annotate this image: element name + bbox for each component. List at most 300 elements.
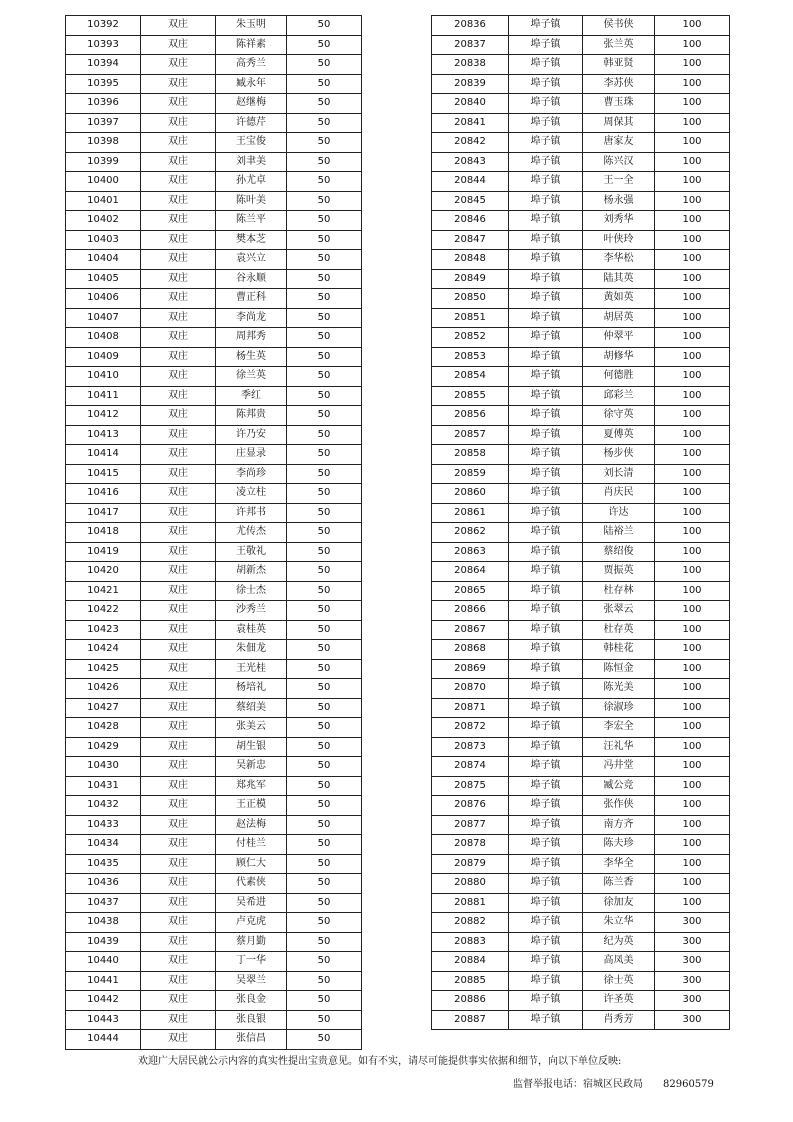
cell-id: 10399 xyxy=(66,152,141,172)
cell-name: 丁一华 xyxy=(216,952,287,972)
cell-name: 徐守英 xyxy=(583,406,655,426)
cell-amount: 50 xyxy=(287,269,362,289)
table-row xyxy=(432,659,730,679)
cell-id: 10418 xyxy=(66,523,141,543)
cell-town: 双庄 xyxy=(141,269,216,289)
cell-id: 10411 xyxy=(66,386,141,406)
cell-id: 10423 xyxy=(66,620,141,640)
cell-amount: 100 xyxy=(655,523,730,543)
cell-name: 赵继梅 xyxy=(216,94,287,114)
cell-town: 埠子镇 xyxy=(509,172,583,192)
cell-id: 10394 xyxy=(66,55,141,75)
cell-town: 双庄 xyxy=(141,640,216,660)
table-row xyxy=(66,16,362,36)
cell-name: 季红 xyxy=(216,386,287,406)
table-row xyxy=(66,523,362,543)
cell-name: 陈兰平 xyxy=(216,211,287,231)
cell-amount: 50 xyxy=(287,542,362,562)
cell-id: 10427 xyxy=(66,698,141,718)
cell-name: 徐兰英 xyxy=(216,367,287,387)
cell-town: 双庄 xyxy=(141,1010,216,1030)
cell-amount: 100 xyxy=(655,679,730,699)
cell-id: 10393 xyxy=(66,35,141,55)
cell-name: 张良金 xyxy=(216,991,287,1011)
cell-name: 陈叶美 xyxy=(216,191,287,211)
cell-amount: 100 xyxy=(655,35,730,55)
cell-town: 双庄 xyxy=(141,913,216,933)
table-row xyxy=(432,445,730,465)
cell-id: 20852 xyxy=(432,328,509,348)
cell-name: 陈夫珍 xyxy=(583,835,655,855)
cell-id: 20876 xyxy=(432,796,509,816)
cell-amount: 100 xyxy=(655,308,730,328)
cell-id: 10441 xyxy=(66,971,141,991)
table-row xyxy=(66,835,362,855)
table-row xyxy=(432,854,730,874)
cell-amount: 100 xyxy=(655,406,730,426)
cell-amount: 50 xyxy=(287,503,362,523)
cell-town: 埠子镇 xyxy=(509,269,583,289)
cell-name: 陈恒金 xyxy=(583,659,655,679)
cell-town: 双庄 xyxy=(141,757,216,777)
cell-id: 20857 xyxy=(432,425,509,445)
cell-id: 20883 xyxy=(432,932,509,952)
cell-name: 尤传杰 xyxy=(216,523,287,543)
table-row xyxy=(66,211,362,231)
cell-amount: 50 xyxy=(287,932,362,952)
cell-id: 20855 xyxy=(432,386,509,406)
cell-id: 20884 xyxy=(432,952,509,972)
cell-name: 王宝俊 xyxy=(216,133,287,153)
cell-town: 双庄 xyxy=(141,854,216,874)
cell-name: 许邦书 xyxy=(216,503,287,523)
cell-name: 吴新忠 xyxy=(216,757,287,777)
cell-id: 20842 xyxy=(432,133,509,153)
cell-id: 20845 xyxy=(432,191,509,211)
cell-town: 双庄 xyxy=(141,464,216,484)
cell-name: 曹玉珠 xyxy=(583,94,655,114)
cell-town: 埠子镇 xyxy=(509,854,583,874)
table-row xyxy=(66,698,362,718)
table-row xyxy=(432,230,730,250)
cell-id: 20879 xyxy=(432,854,509,874)
cell-amount: 100 xyxy=(655,874,730,894)
table-row xyxy=(432,425,730,445)
cell-amount: 50 xyxy=(287,152,362,172)
cell-id: 20860 xyxy=(432,484,509,504)
cell-id: 20862 xyxy=(432,523,509,543)
cell-id: 10396 xyxy=(66,94,141,114)
cell-name: 仲翠平 xyxy=(583,328,655,348)
cell-town: 埠子镇 xyxy=(509,55,583,75)
cell-amount: 100 xyxy=(655,737,730,757)
cell-amount: 50 xyxy=(287,562,362,582)
cell-id: 10430 xyxy=(66,757,141,777)
cell-amount: 100 xyxy=(655,425,730,445)
cell-town: 埠子镇 xyxy=(509,74,583,94)
footer-notice: 欢迎广大居民就公示内容的真实性提出宝贵意见。如有不实，请尽可能提供事实依据和细节，向以下单位反映: xyxy=(138,1056,622,1067)
cell-id: 10428 xyxy=(66,718,141,738)
cell-name: 陈兰香 xyxy=(583,874,655,894)
table-row xyxy=(432,952,730,972)
table-row xyxy=(432,698,730,718)
cell-amount: 50 xyxy=(287,952,362,972)
cell-name: 张美云 xyxy=(216,718,287,738)
cell-id: 20880 xyxy=(432,874,509,894)
cell-id: 20870 xyxy=(432,679,509,699)
cell-amount: 300 xyxy=(655,932,730,952)
cell-amount: 100 xyxy=(655,893,730,913)
cell-id: 10403 xyxy=(66,230,141,250)
cell-id: 20847 xyxy=(432,230,509,250)
cell-amount: 50 xyxy=(287,971,362,991)
cell-amount: 50 xyxy=(287,464,362,484)
table-row xyxy=(432,776,730,796)
cell-id: 20875 xyxy=(432,776,509,796)
cell-name: 许乃安 xyxy=(216,425,287,445)
table-row xyxy=(66,35,362,55)
table-row xyxy=(66,757,362,777)
cell-amount: 50 xyxy=(287,289,362,309)
cell-amount: 100 xyxy=(655,250,730,270)
cell-town: 埠子镇 xyxy=(509,523,583,543)
cell-town: 埠子镇 xyxy=(509,835,583,855)
cell-town: 埠子镇 xyxy=(509,737,583,757)
cell-name: 赵法梅 xyxy=(216,815,287,835)
cell-id: 10419 xyxy=(66,542,141,562)
cell-name: 胡居英 xyxy=(583,308,655,328)
cell-town: 双庄 xyxy=(141,289,216,309)
cell-amount: 100 xyxy=(655,815,730,835)
cell-name: 曹正科 xyxy=(216,289,287,309)
cell-town: 双庄 xyxy=(141,815,216,835)
cell-amount: 50 xyxy=(287,640,362,660)
cell-name: 陈兴汉 xyxy=(583,152,655,172)
table-row xyxy=(432,308,730,328)
cell-amount: 50 xyxy=(287,913,362,933)
cell-name: 吴翠兰 xyxy=(216,971,287,991)
table-row xyxy=(66,893,362,913)
cell-name: 许达 xyxy=(583,503,655,523)
cell-id: 20869 xyxy=(432,659,509,679)
cell-name: 卢克虎 xyxy=(216,913,287,933)
table-row xyxy=(66,347,362,367)
cell-name: 韩桂花 xyxy=(583,640,655,660)
cell-id: 20878 xyxy=(432,835,509,855)
cell-name: 胡生银 xyxy=(216,737,287,757)
cell-amount: 100 xyxy=(655,562,730,582)
cell-id: 20863 xyxy=(432,542,509,562)
cell-amount: 50 xyxy=(287,815,362,835)
table-row xyxy=(66,55,362,75)
cell-amount: 50 xyxy=(287,835,362,855)
cell-id: 20861 xyxy=(432,503,509,523)
cell-town: 双庄 xyxy=(141,94,216,114)
table-row xyxy=(432,542,730,562)
cell-town: 双庄 xyxy=(141,542,216,562)
table-row xyxy=(66,74,362,94)
cell-town: 双庄 xyxy=(141,679,216,699)
cell-id: 20877 xyxy=(432,815,509,835)
cell-amount: 50 xyxy=(287,328,362,348)
cell-id: 10433 xyxy=(66,815,141,835)
cell-id: 20885 xyxy=(432,971,509,991)
table-row xyxy=(432,1010,730,1030)
cell-name: 刘聿美 xyxy=(216,152,287,172)
cell-amount: 100 xyxy=(655,835,730,855)
table-row xyxy=(66,581,362,601)
cell-name: 韩亚贤 xyxy=(583,55,655,75)
cell-name: 李尚珍 xyxy=(216,464,287,484)
cell-amount: 100 xyxy=(655,757,730,777)
table-row xyxy=(432,932,730,952)
cell-id: 10416 xyxy=(66,484,141,504)
cell-town: 埠子镇 xyxy=(509,152,583,172)
table-row xyxy=(66,94,362,114)
cell-town: 双庄 xyxy=(141,991,216,1011)
cell-town: 双庄 xyxy=(141,659,216,679)
cell-town: 双庄 xyxy=(141,737,216,757)
cell-town: 双庄 xyxy=(141,874,216,894)
cell-id: 20837 xyxy=(432,35,509,55)
cell-town: 埠子镇 xyxy=(509,659,583,679)
cell-name: 李尚龙 xyxy=(216,308,287,328)
cell-id: 20874 xyxy=(432,757,509,777)
cell-id: 10440 xyxy=(66,952,141,972)
table-row xyxy=(432,562,730,582)
table-row xyxy=(432,484,730,504)
table-row xyxy=(432,172,730,192)
cell-name: 张翠云 xyxy=(583,601,655,621)
cell-name: 谷永顺 xyxy=(216,269,287,289)
cell-town: 双庄 xyxy=(141,484,216,504)
cell-town: 埠子镇 xyxy=(509,113,583,133)
cell-name: 蔡绍美 xyxy=(216,698,287,718)
table-row xyxy=(432,16,730,36)
table-row xyxy=(66,464,362,484)
cell-name: 朱立华 xyxy=(583,913,655,933)
cell-amount: 50 xyxy=(287,1030,362,1050)
cell-amount: 100 xyxy=(655,172,730,192)
cell-town: 埠子镇 xyxy=(509,35,583,55)
table-row xyxy=(432,757,730,777)
cell-town: 双庄 xyxy=(141,211,216,231)
cell-amount: 100 xyxy=(655,367,730,387)
cell-town: 埠子镇 xyxy=(509,913,583,933)
table-row xyxy=(432,679,730,699)
cell-name: 顾仁大 xyxy=(216,854,287,874)
cell-town: 双庄 xyxy=(141,796,216,816)
cell-id: 20887 xyxy=(432,1010,509,1030)
cell-amount: 100 xyxy=(655,55,730,75)
cell-name: 李苏侠 xyxy=(583,74,655,94)
table-row xyxy=(66,445,362,465)
cell-town: 埠子镇 xyxy=(509,971,583,991)
cell-town: 埠子镇 xyxy=(509,542,583,562)
table-row xyxy=(66,815,362,835)
table-row xyxy=(66,620,362,640)
cell-amount: 50 xyxy=(287,230,362,250)
cell-town: 埠子镇 xyxy=(509,464,583,484)
cell-amount: 50 xyxy=(287,191,362,211)
table-row xyxy=(432,55,730,75)
cell-town: 埠子镇 xyxy=(509,1010,583,1030)
cell-id: 10431 xyxy=(66,776,141,796)
cell-amount: 100 xyxy=(655,581,730,601)
cell-amount: 50 xyxy=(287,893,362,913)
cell-id: 10412 xyxy=(66,406,141,426)
cell-town: 埠子镇 xyxy=(509,796,583,816)
cell-amount: 100 xyxy=(655,854,730,874)
table-row xyxy=(432,971,730,991)
cell-town: 埠子镇 xyxy=(509,328,583,348)
cell-id: 10414 xyxy=(66,445,141,465)
footer-hotline: 监督举报电话：宿城区民政局 82960579 xyxy=(513,1079,714,1090)
table-row xyxy=(432,913,730,933)
table-row xyxy=(66,328,362,348)
cell-town: 埠子镇 xyxy=(509,425,583,445)
cell-amount: 50 xyxy=(287,308,362,328)
cell-id: 20846 xyxy=(432,211,509,231)
cell-id: 20864 xyxy=(432,562,509,582)
cell-name: 杨步侠 xyxy=(583,445,655,465)
table-row xyxy=(432,133,730,153)
cell-amount: 50 xyxy=(287,406,362,426)
cell-amount: 50 xyxy=(287,347,362,367)
cell-name: 周邦秀 xyxy=(216,328,287,348)
cell-name: 贾振英 xyxy=(583,562,655,582)
table-row xyxy=(66,425,362,445)
cell-amount: 100 xyxy=(655,659,730,679)
cell-id: 10408 xyxy=(66,328,141,348)
cell-name: 付桂兰 xyxy=(216,835,287,855)
cell-name: 徐士英 xyxy=(583,971,655,991)
cell-town: 双庄 xyxy=(141,835,216,855)
cell-amount: 50 xyxy=(287,250,362,270)
cell-town: 埠子镇 xyxy=(509,445,583,465)
cell-amount: 50 xyxy=(287,94,362,114)
cell-amount: 100 xyxy=(655,503,730,523)
cell-id: 10443 xyxy=(66,1010,141,1030)
cell-amount: 50 xyxy=(287,16,362,36)
cell-amount: 100 xyxy=(655,230,730,250)
table-row xyxy=(66,913,362,933)
cell-town: 埠子镇 xyxy=(509,484,583,504)
cell-id: 10404 xyxy=(66,250,141,270)
cell-amount: 50 xyxy=(287,55,362,75)
table-row xyxy=(432,581,730,601)
table-row xyxy=(432,367,730,387)
cell-town: 双庄 xyxy=(141,133,216,153)
table-row xyxy=(66,113,362,133)
table-row xyxy=(66,542,362,562)
cell-name: 杨生英 xyxy=(216,347,287,367)
cell-id: 20836 xyxy=(432,16,509,36)
cell-amount: 100 xyxy=(655,698,730,718)
cell-town: 双庄 xyxy=(141,191,216,211)
table-row xyxy=(66,562,362,582)
cell-amount: 50 xyxy=(287,523,362,543)
cell-town: 双庄 xyxy=(141,601,216,621)
cell-amount: 300 xyxy=(655,1010,730,1030)
cell-name: 夏傅英 xyxy=(583,425,655,445)
cell-name: 杜存林 xyxy=(583,581,655,601)
cell-amount: 50 xyxy=(287,796,362,816)
cell-town: 双庄 xyxy=(141,1030,216,1050)
cell-id: 10422 xyxy=(66,601,141,621)
cell-name: 沙秀兰 xyxy=(216,601,287,621)
cell-town: 埠子镇 xyxy=(509,503,583,523)
table-row xyxy=(66,952,362,972)
cell-amount: 50 xyxy=(287,367,362,387)
table-row xyxy=(66,503,362,523)
table-row xyxy=(66,991,362,1011)
cell-town: 双庄 xyxy=(141,406,216,426)
cell-amount: 300 xyxy=(655,991,730,1011)
cell-name: 何德胜 xyxy=(583,367,655,387)
cell-name: 徐士杰 xyxy=(216,581,287,601)
table-row xyxy=(66,659,362,679)
cell-name: 胡新杰 xyxy=(216,562,287,582)
cell-amount: 50 xyxy=(287,133,362,153)
table-row xyxy=(432,991,730,1011)
cell-id: 20858 xyxy=(432,445,509,465)
table-row xyxy=(432,289,730,309)
cell-id: 20856 xyxy=(432,406,509,426)
cell-town: 双庄 xyxy=(141,35,216,55)
cell-amount: 100 xyxy=(655,328,730,348)
cell-amount: 100 xyxy=(655,542,730,562)
cell-amount: 300 xyxy=(655,952,730,972)
cell-id: 20844 xyxy=(432,172,509,192)
cell-name: 朱佃龙 xyxy=(216,640,287,660)
cell-town: 埠子镇 xyxy=(509,133,583,153)
table-row xyxy=(432,796,730,816)
cell-id: 20859 xyxy=(432,464,509,484)
table-row xyxy=(66,289,362,309)
table-row xyxy=(432,406,730,426)
cell-town: 双庄 xyxy=(141,523,216,543)
table-row xyxy=(66,640,362,660)
cell-amount: 100 xyxy=(655,776,730,796)
table-row xyxy=(66,191,362,211)
cell-name: 陈祥素 xyxy=(216,35,287,55)
table-row xyxy=(66,269,362,289)
table-row xyxy=(66,874,362,894)
cell-town: 埠子镇 xyxy=(509,932,583,952)
cell-town: 埠子镇 xyxy=(509,698,583,718)
cell-name: 王正模 xyxy=(216,796,287,816)
cell-amount: 100 xyxy=(655,191,730,211)
table-row xyxy=(432,718,730,738)
table-row xyxy=(66,679,362,699)
cell-town: 双庄 xyxy=(141,698,216,718)
cell-town: 埠子镇 xyxy=(509,230,583,250)
table-row xyxy=(432,503,730,523)
cell-town: 埠子镇 xyxy=(509,406,583,426)
cell-amount: 50 xyxy=(287,211,362,231)
cell-id: 10400 xyxy=(66,172,141,192)
cell-town: 双庄 xyxy=(141,250,216,270)
table-row xyxy=(66,971,362,991)
cell-amount: 50 xyxy=(287,386,362,406)
cell-amount: 50 xyxy=(287,74,362,94)
cell-name: 蔡绍俊 xyxy=(583,542,655,562)
cell-id: 10438 xyxy=(66,913,141,933)
table-row xyxy=(432,35,730,55)
cell-name: 汪礼华 xyxy=(583,737,655,757)
cell-id: 10410 xyxy=(66,367,141,387)
